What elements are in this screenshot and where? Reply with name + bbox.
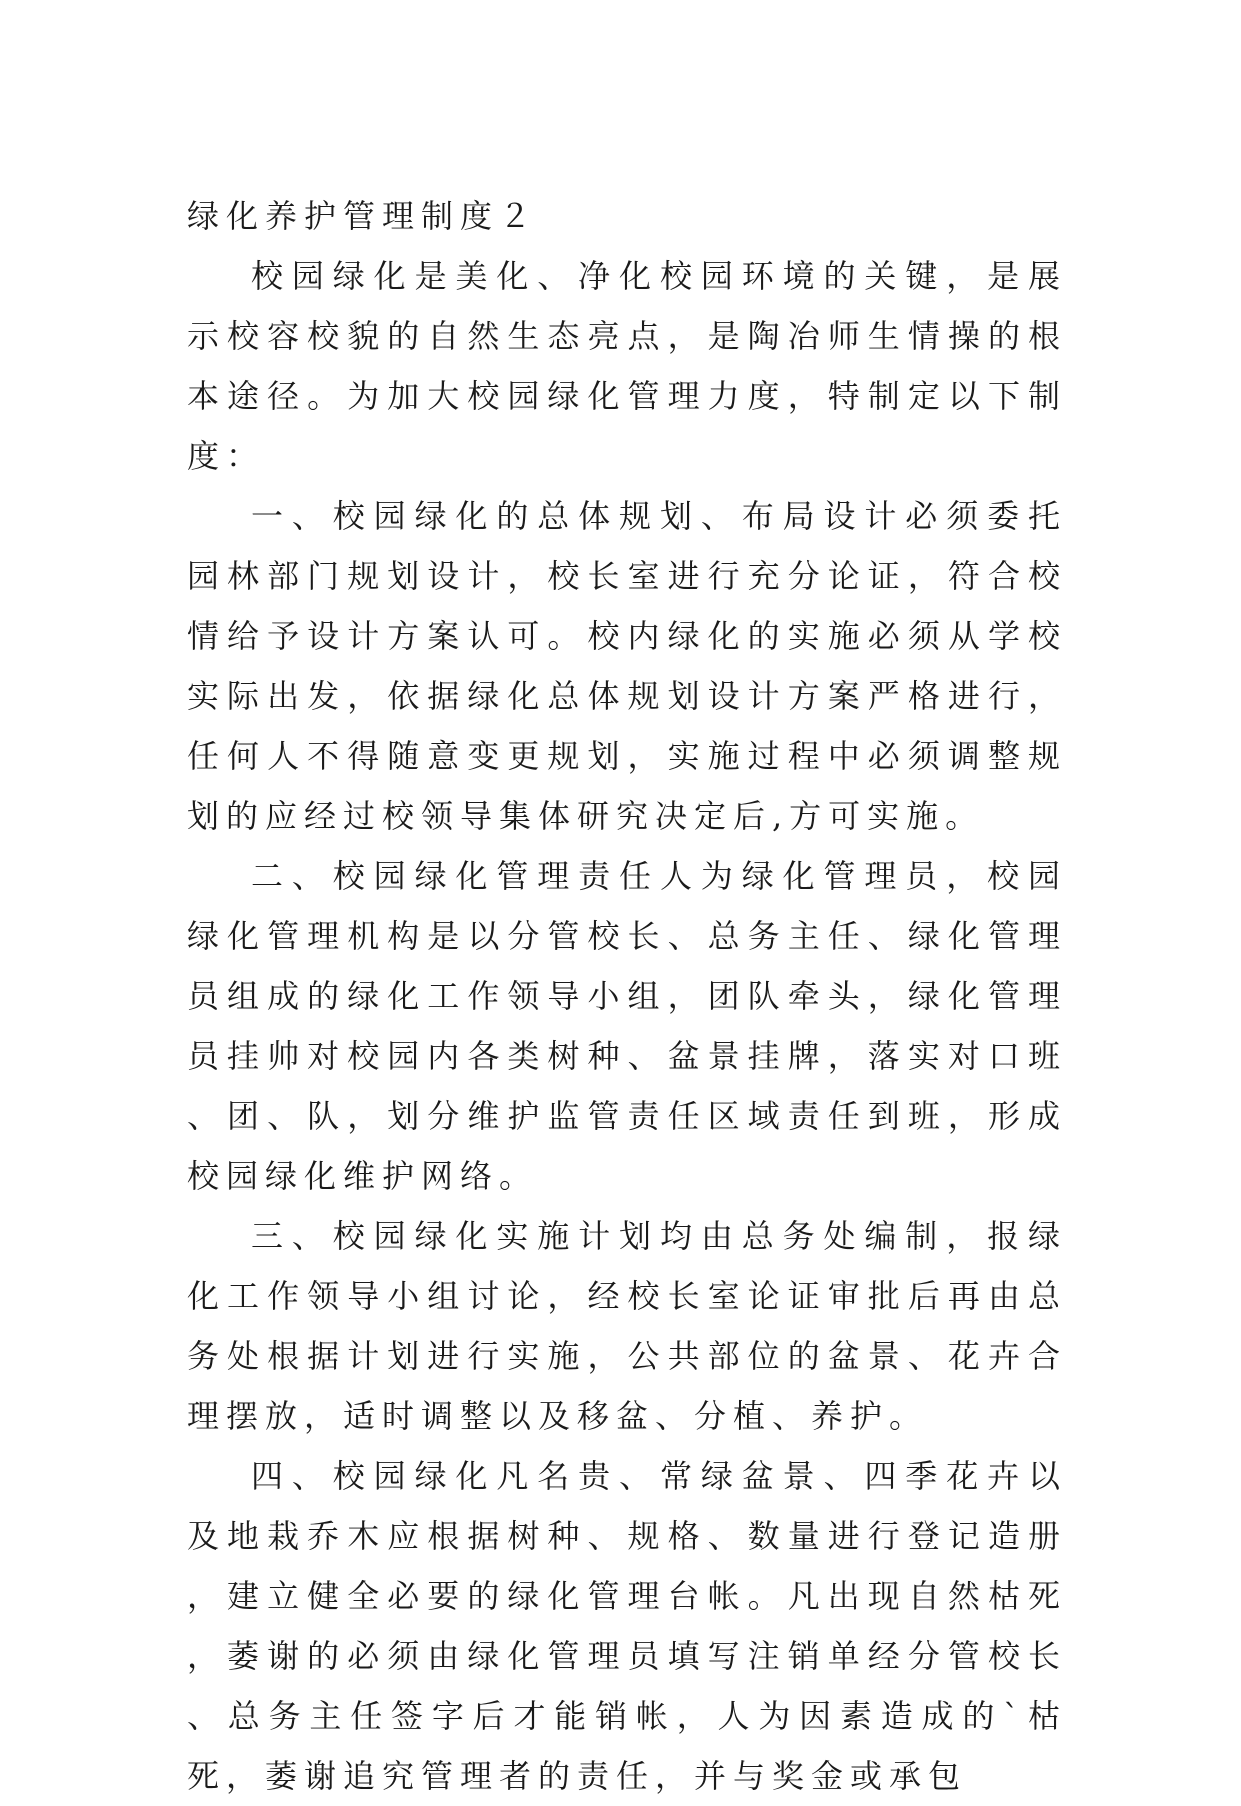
document-body — [187, 186, 1067, 1806]
document-title: 绿化养护管理制度２ — [187, 197, 539, 235]
paragraph-section-4: 四、校园绿化凡名贵、常绿盆景、四季花卉以及地栽乔木应根据树种、规格、数量进行登记造册，建立健全必要的绿化管理台帐。凡出现自然枯死，萎谢的必须由绿化管理员填写注销单经分管校长、总务主任签字后才能销帐，人为因素造成的`枯死，萎谢追究管理者的责任，并与奖金或承包 — [187, 1457, 1067, 1795]
paragraph-section-3: 三、校园绿化实施计划均由总务处编制，报绿化工作领导小组讨论，经校长室论证审批后再由总务处根据计划进行实施，公共部位的盆景、花卉合理摆放，适时调整以及移盆、分植、养护。 — [187, 1217, 1067, 1435]
paragraph-intro: 校园绿化是美化、净化校园环境的关键，是展示校容校貌的自然生态亮点，是陶冶师生情操的根本途径。为加大校园绿化管理力度，特制定以下制度： — [187, 257, 1067, 475]
paragraph-section-1: 一、校园绿化的总体规划、布局设计必须委托园林部门规划设计，校长室进行充分论证，符合校情给予设计方案认可。校内绿化的实施必须从学校实际出发，依据绿化总体规划设计方案严格进行，任何人不得随意变更规划，实施过程中必须调整规划的应经过校领导集体研究决定后,方可实施。 — [187, 497, 1067, 835]
paragraph-section-2: 二、校园绿化管理责任人为绿化管理员，校园绿化管理机构是以分管校长、总务主任、绿化管理员组成的绿化工作领导小组，团队牵头，绿化管理员挂帅对校园内各类树种、盆景挂牌，落实对口班、团、队，划分维护监管责任区域责任到班，形成校园绿化维护网络。 — [187, 857, 1067, 1195]
